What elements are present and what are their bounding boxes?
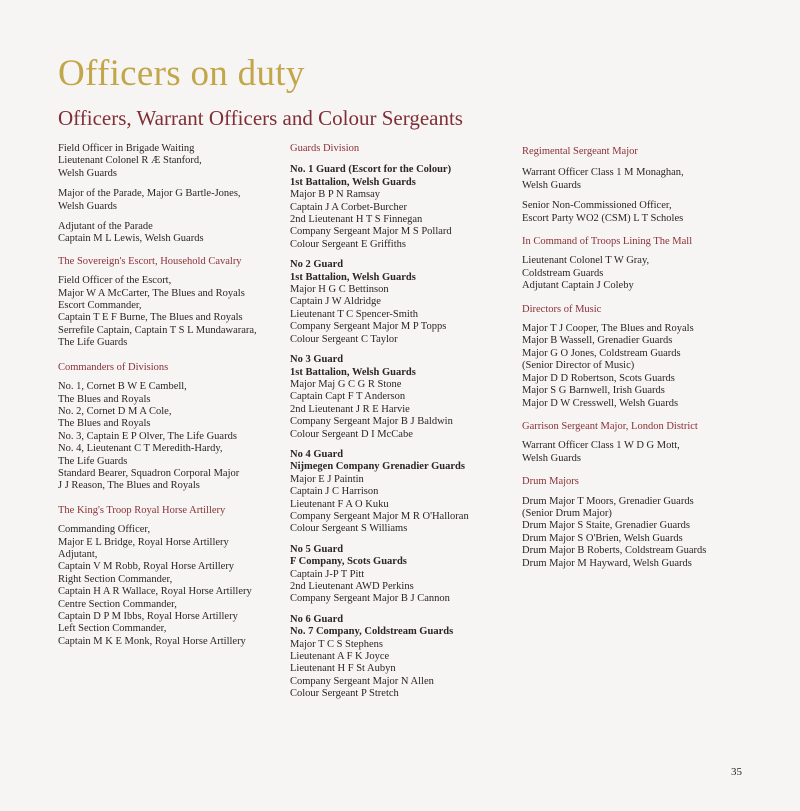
text-line: Major W A McCarter, The Blues and Royals <box>58 287 245 299</box>
text-line: Major B P N Ramsay <box>290 189 381 201</box>
section-heading: Commanders of Divisions <box>58 361 169 373</box>
text-line: Commanding Officer, <box>58 524 151 536</box>
guard-name: No. 1 Guard (Escort for the Colour) <box>290 164 452 176</box>
text-line: Lieutenant T C Spencer-Smith <box>290 308 419 320</box>
text-line: 2nd Lieutenant H T S Finnegan <box>290 214 423 226</box>
text-line: No. 1, Cornet B W E Cambell, <box>58 381 187 393</box>
text-line: Captain J W Aldridge <box>290 296 381 308</box>
text-line: Lieutenant A F K Joyce <box>290 651 390 663</box>
text-line: Serrefile Captain, Captain T S L Mundawarara, <box>58 324 257 336</box>
text-line: Colour Sergeant C Taylor <box>290 333 398 345</box>
text-line: J J Reason, The Blues and Royals <box>58 480 200 492</box>
guard-block <box>290 614 520 701</box>
guard-name: No 6 Guard <box>290 613 344 625</box>
text-line: (Senior Director of Music) <box>522 360 635 372</box>
text-line: Captain M K E Monk, Royal Horse Artillery <box>58 635 246 647</box>
text-line: Captain T E F Burne, The Blues and Royals <box>58 312 243 324</box>
section-heading: The Sovereign's Escort, Household Cavalry <box>58 255 242 267</box>
text-line: 2nd Lieutenant J R E Harvie <box>290 403 410 415</box>
text-line: Major E J Paintin <box>290 473 364 485</box>
text-line: Welsh Guards <box>58 200 117 212</box>
text-line: The Blues and Royals <box>58 418 151 430</box>
text-line: Escort Party WO2 (CSM) L T Scholes <box>522 212 684 224</box>
text-line: Right Section Commander, <box>58 573 173 585</box>
guard-unit: 1st Battalion, Welsh Guards <box>290 176 416 188</box>
guard-block <box>290 449 520 536</box>
text-line: The Life Guards <box>58 455 128 467</box>
section-heading: The King's Troop Royal Horse Artillery <box>58 504 226 516</box>
text-line: No. 3, Captain E P Olver, The Life Guards <box>58 430 237 442</box>
text-line: Welsh Guards <box>522 452 581 464</box>
guard-block <box>290 354 520 441</box>
text-line: Captain V M Robb, Royal Horse Artillery <box>58 561 235 573</box>
page-subtitle: Officers, Warrant Officers and Colour Sergeants <box>58 106 463 130</box>
text-line: Centre Section Commander, <box>58 598 177 610</box>
text-line: Senior Non-Commissioned Officer, <box>522 200 672 212</box>
kings-troop-section <box>58 505 283 648</box>
text-line: Company Sergeant Major B J Baldwin <box>290 416 453 428</box>
text-line: Captain J-P T Pitt <box>290 568 365 580</box>
column-left <box>58 143 283 656</box>
section-heading: Regimental Sergeant Major <box>522 146 638 157</box>
adjutant-block <box>58 221 283 246</box>
directors-of-music-section <box>522 304 762 410</box>
brigade-waiting-block <box>58 143 283 180</box>
text-line: Colour Sergeant D I McCabe <box>290 428 413 440</box>
text-line: The Blues and Royals <box>58 393 151 405</box>
text-line: No. 4, Lieutenant C T Meredith-Hardy, <box>58 443 223 455</box>
text-line: Major S G Barnwell, Irish Guards <box>522 385 665 397</box>
text-line: Welsh Guards <box>522 179 581 191</box>
text-line: Lieutenant Colonel R Æ Stanford, <box>58 155 202 167</box>
section-heading: Directors of Music <box>522 303 602 315</box>
guard-unit: No. 7 Company, Coldstream Guards <box>290 626 454 638</box>
text-line: Captain H A R Wallace, Royal Horse Artillery <box>58 586 252 598</box>
text-line: Drum Major M Hayward, Welsh Guards <box>522 557 692 569</box>
guard-block <box>290 164 520 251</box>
text-line: Major D W Cresswell, Welsh Guards <box>522 397 679 409</box>
troops-lining-section <box>522 236 762 293</box>
text-line: Drum Major B Roberts, Coldstream Guards <box>522 545 707 557</box>
text-line: Major E L Bridge, Royal Horse Artillery <box>58 536 229 548</box>
guard-unit: 1st Battalion, Welsh Guards <box>290 366 416 378</box>
text-line: Drum Major S O'Brien, Welsh Guards <box>522 532 683 544</box>
text-line: Escort Commander, <box>58 300 142 312</box>
text-line: 2nd Lieutenant AWD Perkins <box>290 581 414 592</box>
text-line: Major T J Cooper, The Blues and Royals <box>522 323 694 335</box>
page-title: Officers on duty <box>58 53 305 94</box>
sovereigns-escort-section <box>58 256 283 350</box>
guard-block <box>290 544 520 606</box>
drum-majors-section <box>522 476 762 570</box>
snco-block <box>522 200 762 225</box>
text-line: Lieutenant H F St Aubyn <box>290 663 396 675</box>
guard-block <box>290 259 520 346</box>
text-line: Major G O Jones, Coldstream Guards <box>522 347 681 359</box>
text-line: Major Maj G C G R Stone <box>290 378 402 390</box>
text-line: Coldstream Guards <box>522 267 604 279</box>
text-line: Welsh Guards <box>58 167 117 179</box>
text-line: Major D D Robertson, Scots Guards <box>522 372 675 384</box>
text-line: Captain D P M Ibbs, Royal Horse Artillery <box>58 611 238 622</box>
text-line: Drum Major S Staite, Grenadier Guards <box>522 520 690 532</box>
section-heading: Guards Division <box>290 143 360 154</box>
guard-name: No 5 Guard <box>290 543 344 555</box>
text-line: Warrant Officer Class 1 W D G Mott, <box>522 440 680 452</box>
text-line: Major T C S Stephens <box>290 638 383 650</box>
text-line: Warrant Officer Class 1 M Monaghan, <box>522 167 684 179</box>
text-line: The Life Guards <box>58 337 128 349</box>
rsm-block <box>522 167 762 192</box>
text-line: Major H G C Bettinson <box>290 284 389 296</box>
text-line: Company Sergeant Major B J Cannon <box>290 593 450 605</box>
section-heading: In Command of Troops Lining The Mall <box>522 236 693 248</box>
text-line: Major of the Parade, Major G Bartle-Jones, <box>58 188 241 200</box>
text-line: Standard Bearer, Squadron Corporal Major <box>58 467 240 479</box>
text-line: Adjutant Captain J Coleby <box>522 280 634 292</box>
text-line: Lieutenant Colonel T W Gray, <box>522 255 650 267</box>
column-middle <box>290 143 520 709</box>
text-line: Captain Capt F T Anderson <box>290 391 406 403</box>
guard-name: No 2 Guard <box>290 259 344 271</box>
text-line: Company Sergeant Major M R O'Halloran <box>290 510 469 522</box>
section-heading: Garrison Sergeant Major, London District <box>522 420 698 432</box>
text-line: Colour Sergeant E Griffiths <box>290 238 406 250</box>
text-line: Left Section Commander, <box>58 623 167 635</box>
section-heading: Drum Majors <box>522 476 579 488</box>
text-line: Field Officer of the Escort, <box>58 275 172 287</box>
text-line: Captain M L Lewis, Welsh Guards <box>58 233 204 245</box>
text-line: Colour Sergeant S Williams <box>290 523 408 535</box>
text-line: Lieutenant F A O Kuku <box>290 498 389 510</box>
text-line: Captain J C Harrison <box>290 486 379 498</box>
column-right <box>522 146 762 578</box>
text-line: Company Sergeant Major M P Topps <box>290 321 447 333</box>
guard-unit: 1st Battalion, Welsh Guards <box>290 271 416 283</box>
guard-unit: Nijmegen Company Grenadier Guards <box>290 461 465 473</box>
text-line: Adjutant of the Parade <box>58 221 153 233</box>
text-line: Captain J A Corbet-Burcher <box>290 201 407 213</box>
text-line: Colour Sergeant P Stretch <box>290 688 399 700</box>
page-number: 35 <box>731 766 742 778</box>
major-of-parade-block <box>58 188 283 213</box>
text-line: Company Sergeant Major M S Pollard <box>290 226 452 238</box>
text-line: No. 2, Cornet D M A Cole, <box>58 405 172 417</box>
garrison-section <box>522 421 762 465</box>
text-line: Company Sergeant Major N Allen <box>290 675 434 687</box>
guard-name: No 3 Guard <box>290 354 344 366</box>
text-line: Drum Major T Moors, Grenadier Guards <box>522 495 694 507</box>
text-line: (Senior Drum Major) <box>522 507 612 519</box>
text-line: Field Officer in Brigade Waiting <box>58 143 195 154</box>
guard-unit: F Company, Scots Guards <box>290 556 407 568</box>
text-line: Major B Wassell, Grenadier Guards <box>522 335 673 347</box>
text-line: Adjutant, <box>58 548 98 560</box>
guard-name: No 4 Guard <box>290 448 344 460</box>
commanders-section <box>58 362 283 493</box>
